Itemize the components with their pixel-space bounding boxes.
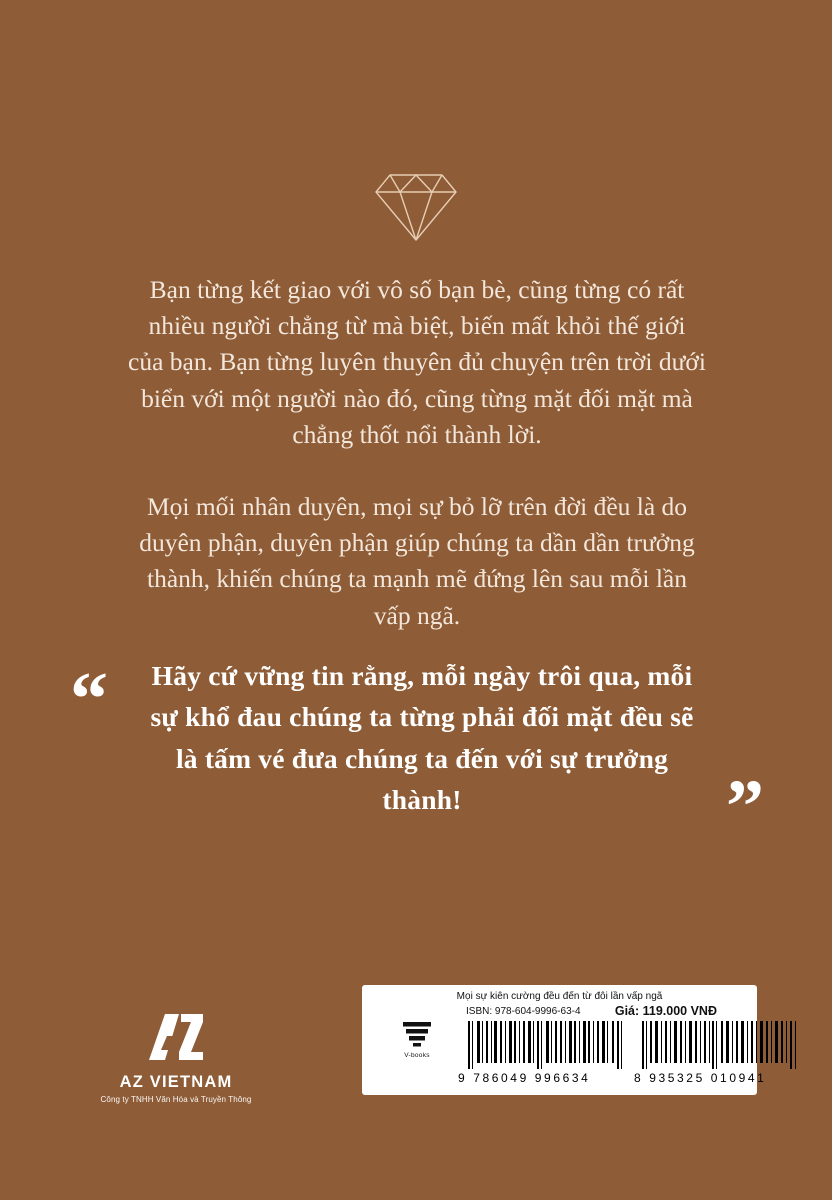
- publisher-subtitle: Công ty TNHH Văn Hóa và Truyền Thông: [100, 1095, 252, 1104]
- pull-quote: [70, 655, 770, 849]
- vbooks-logo-icon: [380, 1019, 454, 1049]
- quote-text: Hãy cứ vững tin rằng, mỗi ngày trôi qua, mỗi sự khổ đau chúng ta từng phải đối mặt đều sẽ là tấm vé đưa chúng ta đến với sự trưởng thành!: [150, 660, 694, 815]
- price-barcode-digits: 8 935325 010941: [634, 1071, 767, 1085]
- isbn-text: ISBN: 978-604-9996-63-4: [466, 1006, 581, 1017]
- isbn-barcode: [466, 1021, 626, 1069]
- body-copy: [128, 272, 706, 634]
- imprint-label: V-books: [404, 1052, 430, 1059]
- diamond-ornament: [0, 168, 832, 246]
- quote-open-mark: “: [70, 657, 108, 741]
- body-paragraph-2: Mọi mối nhân duyên, mọi sự bỏ lỡ trên đời đều là do duyên phận, duyên phận giúp chúng ta dần dần trưởng thành, khiến chúng ta mạnh mẽ đứng lên sau mỗi lần vấp ngã.: [139, 492, 695, 630]
- barcode-panel: [362, 985, 767, 1095]
- az-monogram-icon: [76, 1010, 276, 1064]
- body-paragraph-1: Bạn từng kết giao với vô số bạn bè, cũng từng có rất nhiều người chẳng từ mà biệt, biến mất khỏi thế giới của bạn. Bạn từng luyên thuyên đủ chuyện trên trời dưới biển với một người nào đó, cũng từng mặt đối mặt mà chẳng thốt nổi thành lời.: [128, 275, 706, 449]
- imprint-logo: [380, 1019, 454, 1059]
- publisher-name: AZ VIETNAM: [119, 1073, 233, 1091]
- barcode-book-title: Mọi sự kiên cường đều đến từ đôi lần vấp ngã: [456, 991, 663, 1002]
- isbn-barcode-digits: 9 786049 996634: [458, 1071, 591, 1085]
- publisher-block: [76, 1010, 276, 1104]
- price-text: Giá: 119.000 VNĐ: [614, 1004, 717, 1018]
- quote-close-mark: ”: [726, 765, 764, 849]
- diamond-icon: [370, 168, 462, 246]
- price-barcode: [640, 1021, 800, 1069]
